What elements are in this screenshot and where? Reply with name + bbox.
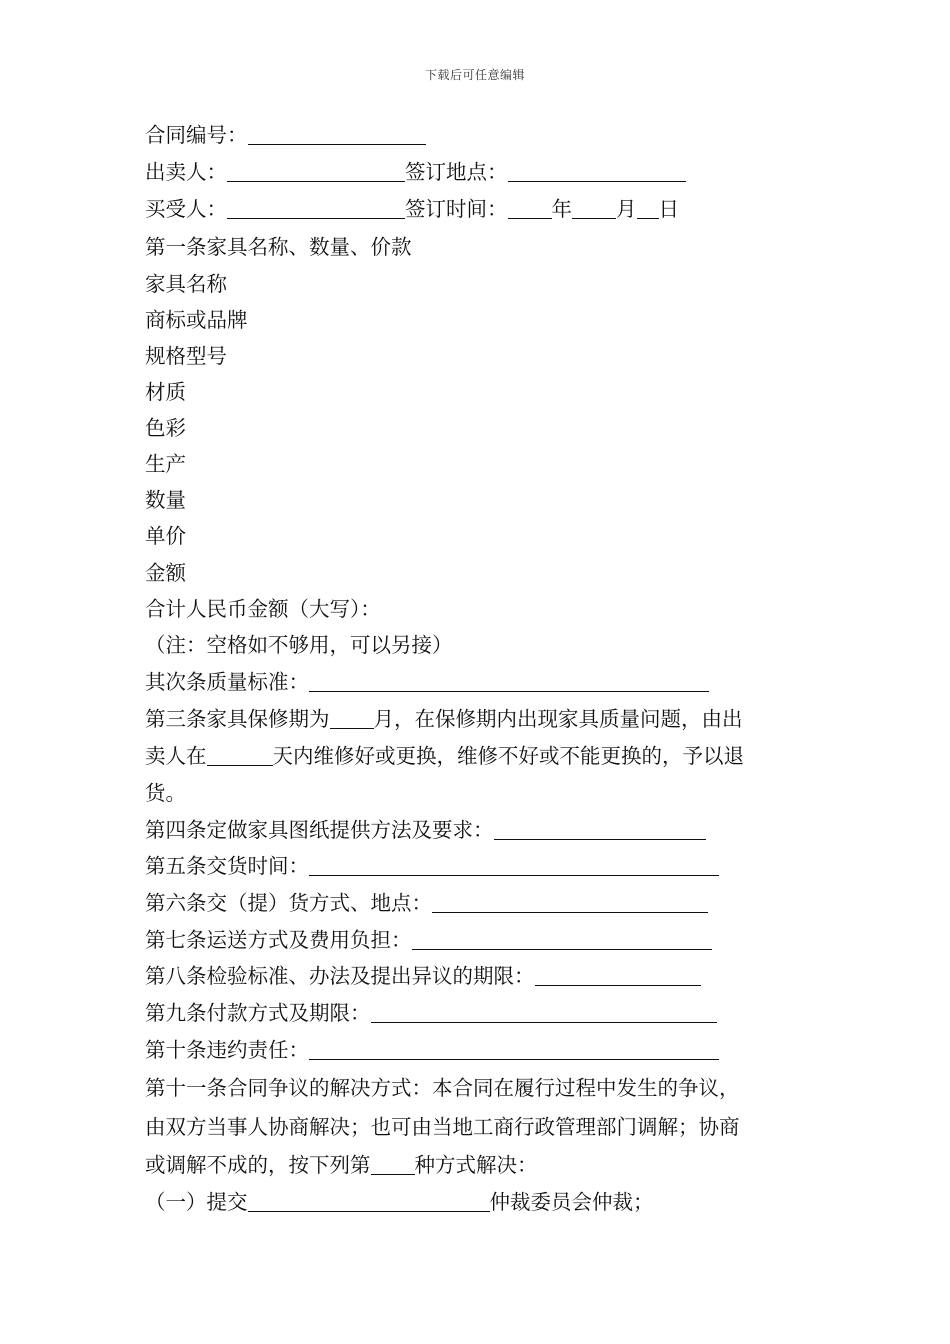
note-line: （注：空格如不够用，可以另接） (145, 633, 453, 657)
article-5-line (145, 852, 719, 880)
article-7-label: 第七条运送方式及费用负担： (145, 928, 412, 952)
buyer-line (145, 195, 679, 223)
total-amount-line: 合计人民币金额（大写）： (145, 597, 381, 621)
day-blank (637, 198, 659, 219)
item-line: 色彩 (145, 416, 186, 440)
article-8-line (145, 962, 701, 990)
item-line: 数量 (145, 488, 186, 512)
seller-label: 出卖人： (145, 160, 227, 184)
article-2-line (145, 668, 709, 696)
article-5-label: 第五条交货时间： (145, 854, 309, 878)
buyer-blank (227, 198, 405, 219)
option-1-text-a: （一）提交 (145, 1190, 248, 1214)
article-1-heading: 第一条家具名称、数量、价款 (145, 235, 412, 259)
article-3-line-3: 货。 (145, 781, 186, 805)
article-11-text-a: 或调解不成的，按下列第 (145, 1153, 371, 1177)
article-7-line (145, 926, 712, 954)
item-line: 生产 (145, 452, 186, 476)
article-11-line-2: 由双方当事人协商解决；也可由当地工商行政管理部门调解；协商 (145, 1115, 740, 1139)
article-9-line (145, 999, 717, 1027)
item-line: 材质 (145, 380, 186, 404)
article-11-text-b: 种方式解决： (414, 1153, 538, 1177)
option-1-line (145, 1188, 654, 1216)
arbitration-committee-blank (248, 1191, 490, 1212)
item-line: 家具名称 (145, 272, 227, 296)
contract-number-label: 合同编号： (145, 123, 248, 147)
article-9-blank (371, 1002, 717, 1023)
article-3-line-1 (145, 705, 743, 733)
option-1-text-b: 仲裁委员会仲裁； (489, 1190, 654, 1214)
article-2-label: 其次条质量标准： (145, 670, 309, 694)
article-4-line (145, 816, 706, 844)
warranty-months-blank (330, 708, 374, 729)
article-3-text-c: 卖人在 (145, 744, 207, 768)
article-9-label: 第九条付款方式及期限： (145, 1001, 371, 1025)
method-number-blank (371, 1154, 415, 1175)
buyer-label: 买受人： (145, 197, 227, 221)
article-10-line (145, 1036, 719, 1064)
article-3-line-2 (145, 742, 744, 770)
day-label: 日 (658, 197, 679, 221)
year-label: 年 (551, 197, 572, 221)
article-2-blank (309, 671, 709, 692)
page-header: 下载后可任意编辑 (424, 68, 525, 82)
item-line: 单价 (145, 524, 186, 548)
article-3-text-b: 月，在保修期内出现家具质量问题，由出 (373, 707, 743, 731)
article-6-label: 第六条交（提）货方式、地点： (145, 891, 432, 915)
seller-line (145, 158, 686, 186)
contract-number-line (145, 121, 426, 149)
item-line: 金额 (145, 561, 186, 585)
repair-days-blank (207, 745, 273, 766)
sign-place-label: 签订地点： (405, 160, 508, 184)
article-10-label: 第十条违约责任： (145, 1038, 309, 1062)
article-3-text-d: 天内维修好或更换，维修不好或不能更换的，予以退 (272, 744, 744, 768)
seller-blank (227, 161, 405, 182)
article-11-line-1: 第十一条合同争议的解决方式：本合同在履行过程中发生的争议， (145, 1076, 740, 1100)
article-5-blank (309, 855, 719, 876)
article-6-line (145, 889, 708, 917)
sign-time-label: 签订时间： (405, 197, 508, 221)
article-11-line-3 (145, 1151, 538, 1179)
item-line: 商标或品牌 (145, 308, 248, 332)
article-4-blank (494, 819, 706, 840)
contract-number-blank (248, 124, 426, 145)
article-8-blank (535, 965, 701, 986)
article-8-label: 第八条检验标准、办法及提出异议的期限： (145, 964, 535, 988)
month-label: 月 (616, 197, 637, 221)
article-3-text-a: 第三条家具保修期为 (145, 707, 330, 731)
month-blank (572, 198, 616, 219)
item-line: 规格型号 (145, 344, 227, 368)
sign-place-blank (508, 161, 686, 182)
article-4-label: 第四条定做家具图纸提供方法及要求： (145, 818, 494, 842)
article-7-blank (412, 929, 712, 950)
year-blank (508, 198, 552, 219)
article-10-blank (309, 1039, 719, 1060)
article-6-blank (432, 892, 708, 913)
